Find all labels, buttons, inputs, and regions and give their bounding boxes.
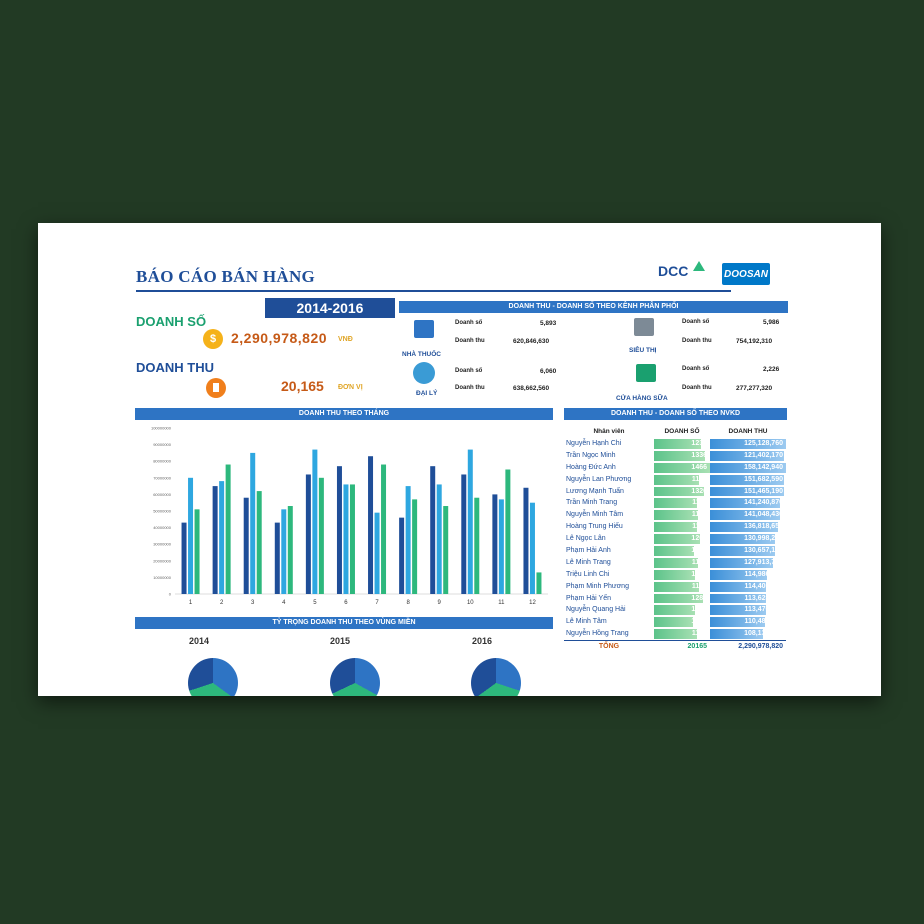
staff-ds-cell	[654, 521, 710, 533]
product-box-icon-inner	[213, 383, 219, 392]
staff-dt: 158,142,940	[744, 463, 783, 471]
y-tick-label: 80000000	[153, 458, 171, 464]
table-row[interactable]	[564, 616, 786, 628]
y-tick-label: 100000000	[150, 425, 171, 431]
bar-month-1-series-3[interactable]	[195, 509, 200, 594]
staff-dt-cell	[710, 593, 786, 605]
agency-icon	[413, 362, 435, 384]
table-row[interactable]	[564, 593, 786, 605]
staff-total-row	[564, 640, 786, 653]
channel-dt-value: 620,846,630	[513, 338, 550, 345]
bar-month-12-series-1[interactable]	[523, 488, 528, 594]
dashboard-sheet	[38, 223, 881, 696]
staff-table-head	[564, 426, 786, 438]
staff-name: Lương Mạnh Tuấn	[566, 487, 624, 495]
staff-dt-cell	[710, 545, 786, 557]
bar-month-11-series-2[interactable]	[499, 499, 504, 594]
staff-name: Trần Minh Trang	[566, 499, 618, 507]
staff-dt-cell	[710, 581, 786, 593]
table-row[interactable]	[564, 557, 786, 569]
staff-rows	[564, 438, 786, 640]
staff-ds-cell	[654, 438, 710, 450]
table-row[interactable]	[564, 581, 786, 593]
staff-dt: 141,048,430	[744, 511, 783, 519]
staff-name: Nguyễn Hạnh Chi	[566, 440, 622, 447]
staff-name: Lê Minh Tâm	[566, 618, 607, 626]
staff-ds-cell	[654, 569, 710, 581]
staff-dt-cell	[710, 604, 786, 616]
staff-ds: 1048	[691, 547, 707, 555]
bar-month-6-series-2[interactable]	[343, 484, 348, 594]
bar-month-5-series-2[interactable]	[312, 450, 317, 594]
channel-dt-label: Doanh thu	[682, 385, 712, 391]
staff-ds-cell	[654, 593, 710, 605]
x-tick-label: 6	[344, 600, 348, 606]
channel-ds-label: Doanh số	[682, 319, 710, 325]
staff-dt-cell	[710, 497, 786, 509]
x-tick-label: 5	[313, 600, 317, 606]
channels-header: DOANH THU - DOANH SỐ THEO KÊNH PHÂN PHỐI	[399, 301, 788, 313]
bar-month-9-series-3[interactable]	[443, 506, 448, 594]
bar-month-7-series-2[interactable]	[375, 513, 380, 594]
staff-dt: 108,132,350	[744, 630, 783, 638]
y-tick-label: 60000000	[153, 491, 171, 497]
y-tick-label: 10000000	[153, 574, 171, 580]
channel-dt-label: Doanh thu	[455, 338, 485, 344]
staff-name: Nguyễn Minh Tâm	[566, 511, 624, 519]
x-tick-label: 4	[282, 600, 286, 606]
table-row[interactable]	[564, 450, 786, 462]
staff-ds-bar	[654, 605, 695, 615]
x-tick-label: 9	[437, 600, 441, 606]
bar-month-2-series-3[interactable]	[226, 465, 231, 594]
y-tick-label: 70000000	[153, 475, 171, 481]
staff-name: Phạm Hải Anh	[566, 547, 611, 555]
bar-month-6-series-1[interactable]	[337, 466, 342, 594]
revenue-value: 20,165	[281, 378, 324, 394]
staff-dt: 125,128,760	[744, 440, 783, 447]
y-tick-label: 20000000	[153, 558, 171, 564]
staff-ds-bar	[654, 522, 697, 532]
table-row[interactable]	[564, 569, 786, 581]
staff-name: Hoàng Trung Hiếu	[566, 523, 623, 531]
monthly-revenue-chart	[135, 422, 553, 612]
staff-ds: 1143	[691, 558, 707, 566]
sales-value: 2,290,978,820	[231, 330, 328, 346]
total-dt: 2,290,978,820	[738, 643, 783, 651]
staff-ds-cell	[654, 450, 710, 462]
channel-name: SIÊU THỊ	[629, 347, 657, 354]
staff-ds: 1091	[691, 570, 707, 578]
staff-ds-cell	[654, 533, 710, 545]
staff-name: Hoàng Đức Anh	[566, 463, 616, 471]
staff-ds-cell	[654, 545, 710, 557]
staff-ds: 1320	[691, 487, 707, 495]
staff-header: DOANH THU - DOANH SỐ THEO NVKD	[564, 408, 787, 420]
staff-dt: 114,986,360	[744, 570, 783, 578]
channel-name: CỬA HÀNG SỮA	[616, 395, 668, 402]
title-divider	[136, 290, 731, 292]
staff-name: Triệu Linh Chi	[566, 570, 610, 578]
staff-name: Nguyễn Hồng Trang	[566, 630, 629, 638]
staff-ds-cell	[654, 486, 710, 498]
bar-month-12-series-3[interactable]	[536, 572, 541, 594]
staff-dt-cell	[710, 521, 786, 533]
bar-month-4-series-3[interactable]	[288, 506, 293, 594]
staff-dt-cell	[710, 616, 786, 628]
y-tick-label: 0	[168, 591, 171, 597]
staff-dt-cell	[710, 474, 786, 486]
bar-month-3-series-3[interactable]	[257, 491, 262, 594]
staff-ds: 1110	[692, 499, 707, 507]
staff-name: Phạm Hải Yến	[566, 594, 612, 602]
staff-ds: 1083	[691, 606, 707, 614]
channel-dt-value: 638,662,560	[513, 385, 550, 392]
channel-ds-label: Doanh số	[455, 320, 483, 326]
col-dt-header[interactable]: DOANH THU	[728, 428, 768, 435]
staff-dt-cell	[710, 450, 786, 462]
staff-ds: 1232	[691, 440, 707, 447]
staff-ds: 1201	[691, 535, 707, 543]
staff-dt-cell	[710, 628, 786, 640]
staff-dt: 127,913,730	[744, 558, 783, 566]
channel-dt-label: Doanh thu	[455, 385, 485, 391]
staff-dt-cell	[710, 557, 786, 569]
table-row[interactable]	[564, 545, 786, 557]
revenue-unit: ĐƠN VỊ	[338, 384, 363, 391]
total-label: TỔNG	[598, 643, 620, 651]
x-tick-label: 10	[466, 600, 474, 606]
channel-name: ĐẠI LÝ	[416, 390, 438, 397]
bar-month-4-series-1[interactable]	[275, 523, 280, 594]
staff-dt-cell	[710, 438, 786, 450]
staff-ds-cell	[654, 557, 710, 569]
bar-month-6-series-3[interactable]	[350, 484, 355, 594]
staff-ds-cell	[654, 474, 710, 486]
staff-dt: 110,480,850	[744, 618, 783, 626]
channel-name: NHÀ THUỐC	[402, 351, 441, 358]
y-tick-label: 40000000	[153, 525, 171, 531]
bar-month-3-series-1[interactable]	[244, 498, 249, 594]
table-row[interactable]	[564, 474, 786, 486]
staff-name: Phạm Minh Phương	[566, 582, 629, 590]
staff-ds-bar	[654, 570, 695, 580]
staff-ds: 1167	[691, 475, 707, 483]
staff-ds: 1170	[691, 582, 707, 590]
staff-ds-cell	[654, 616, 710, 628]
y-tick-label: 50000000	[153, 508, 171, 514]
channel-ds-label: Doanh số	[455, 368, 483, 374]
x-tick-label: 1	[188, 600, 193, 606]
x-tick-label: 7	[375, 600, 379, 606]
staff-ds: 1284	[691, 594, 707, 602]
region-year-2014: 2014	[189, 636, 210, 646]
region-header: TỶ TRỌNG DOANH THU THEO VÙNG MIỀN	[135, 617, 553, 629]
x-tick-label: 3	[251, 600, 255, 606]
x-tick-label: 11	[498, 600, 505, 606]
region-year-2015: 2015	[330, 636, 351, 646]
revenue-label: DOANH THU	[136, 360, 214, 375]
bar-month-7-series-1[interactable]	[368, 456, 373, 594]
table-row[interactable]	[564, 533, 786, 545]
channel-ds-value: 6,060	[540, 368, 557, 375]
supermarket-icon	[634, 318, 654, 336]
staff-ds-cell	[654, 628, 710, 640]
channel-ds-value: 2,226	[763, 366, 780, 373]
bar-month-2-series-1[interactable]	[213, 486, 218, 594]
bar-month-11-series-3[interactable]	[505, 470, 510, 595]
staff-name: Lê Minh Trang	[566, 558, 611, 566]
channel-ds-value: 5,986	[763, 319, 780, 326]
staff-name: Lê Ngọc Lân	[566, 535, 606, 543]
staff-dt: 121,402,170	[744, 451, 783, 459]
staff-dt-cell	[710, 509, 786, 521]
staff-dt-cell	[710, 486, 786, 498]
dcc-logo: DCC	[658, 263, 689, 279]
staff-ds-bar	[654, 498, 697, 508]
table-row[interactable]	[564, 628, 786, 640]
period-selector[interactable]: 2014-2016	[265, 298, 395, 318]
staff-name: Nguyễn Quang Hải	[566, 606, 626, 614]
staff-ds-cell	[654, 462, 710, 474]
staff-ds-bar	[654, 629, 697, 639]
pharmacy-icon	[414, 320, 434, 338]
staff-dt: 136,818,650	[744, 523, 783, 531]
sales-label: DOANH SỐ	[136, 314, 207, 329]
table-row[interactable]	[564, 521, 786, 533]
staff-ds: 1158	[691, 511, 707, 519]
bar-month-9-series-1[interactable]	[430, 466, 435, 594]
channel-dt-value: 277,277,320	[736, 385, 773, 392]
staff-ds-cell	[654, 604, 710, 616]
staff-name: Trần Ngọc Minh	[566, 451, 616, 459]
dollar-coin-icon: $	[203, 329, 223, 349]
table-row[interactable]	[564, 497, 786, 509]
staff-ds: 1021	[691, 618, 707, 626]
bar-month-10-series-3[interactable]	[474, 498, 479, 594]
staff-ds-bar	[654, 617, 693, 627]
bar-month-12-series-2[interactable]	[530, 503, 535, 594]
bar-month-11-series-1[interactable]	[492, 494, 497, 594]
region-year-2016: 2016	[472, 636, 493, 646]
bar-month-5-series-3[interactable]	[319, 478, 324, 594]
staff-ds: 1116	[692, 523, 707, 531]
region-pie-2014	[188, 658, 238, 696]
bar-month-3-series-2[interactable]	[250, 453, 255, 594]
bar-month-10-series-2[interactable]	[468, 450, 473, 594]
staff-dt-cell	[710, 533, 786, 545]
staff-table	[564, 426, 786, 653]
staff-dt: 151,465,190	[744, 487, 783, 495]
bar-month-1-series-2[interactable]	[188, 478, 193, 594]
staff-ds-cell	[654, 509, 710, 521]
bar-month-9-series-2[interactable]	[437, 484, 442, 594]
channel-dt-label: Doanh thu	[682, 338, 712, 344]
staff-ds-cell	[654, 581, 710, 593]
col-ds-header[interactable]: DOANH SỐ	[664, 428, 700, 435]
staff-ds-cell	[654, 497, 710, 509]
staff-dt: 114,405,350	[744, 582, 783, 590]
x-tick-label: 12	[529, 600, 536, 606]
y-tick-label: 90000000	[153, 442, 171, 448]
table-row[interactable]	[564, 438, 786, 450]
staff-dt: 113,628,060	[744, 594, 783, 602]
total-ds: 20165	[687, 643, 707, 651]
dcc-logo-mark-icon	[693, 261, 705, 271]
staff-ds: 1336	[691, 451, 707, 459]
staff-dt-cell	[710, 462, 786, 474]
bar-month-5-series-1[interactable]	[306, 474, 311, 594]
staff-name: Nguyễn Lan Phương	[566, 475, 632, 483]
channel-ds-value: 5,893	[540, 320, 557, 327]
staff-ds-bar	[654, 546, 694, 556]
staff-ds: 1466	[691, 463, 707, 471]
staff-dt: 130,657,180	[744, 547, 783, 555]
bar-month-8-series-3[interactable]	[412, 499, 417, 594]
staff-dt: 151,682,590	[744, 475, 783, 483]
staff-dt: 130,998,240	[744, 535, 783, 543]
table-row[interactable]	[564, 486, 786, 498]
milk-store-icon	[636, 364, 656, 382]
y-tick-label: 30000000	[153, 541, 171, 547]
bar-month-4-series-2[interactable]	[281, 509, 286, 594]
sales-unit: VNĐ	[338, 336, 353, 343]
bar-month-8-series-1[interactable]	[399, 518, 404, 594]
col-name-header[interactable]: Nhân viên	[593, 428, 625, 435]
bar-month-8-series-2[interactable]	[406, 486, 411, 594]
bar-month-7-series-3[interactable]	[381, 465, 386, 594]
bar-month-2-series-2[interactable]	[219, 481, 224, 594]
bar-month-10-series-1[interactable]	[461, 474, 466, 594]
channel-dt-value: 754,192,310	[736, 338, 773, 345]
staff-dt: 113,476,300	[744, 606, 783, 614]
bar-month-1-series-1[interactable]	[182, 523, 187, 594]
staff-dt-cell	[710, 569, 786, 581]
x-tick-label: 2	[219, 600, 224, 606]
report-title: BÁO CÁO BÁN HÀNG	[136, 267, 316, 286]
doosan-logo: DOOSAN	[722, 263, 770, 285]
table-row[interactable]	[564, 462, 786, 474]
table-row[interactable]	[564, 604, 786, 616]
staff-ds: 1107	[691, 630, 707, 638]
region-pie-2016	[471, 658, 521, 696]
staff-dt: 141,240,870	[744, 499, 783, 507]
x-tick-label: 8	[406, 600, 410, 606]
monthly-chart-header: DOANH THU THEO THÁNG	[135, 408, 553, 420]
table-row[interactable]	[564, 509, 786, 521]
region-pie-2015	[330, 658, 380, 696]
channel-ds-label: Doanh số	[682, 366, 710, 372]
